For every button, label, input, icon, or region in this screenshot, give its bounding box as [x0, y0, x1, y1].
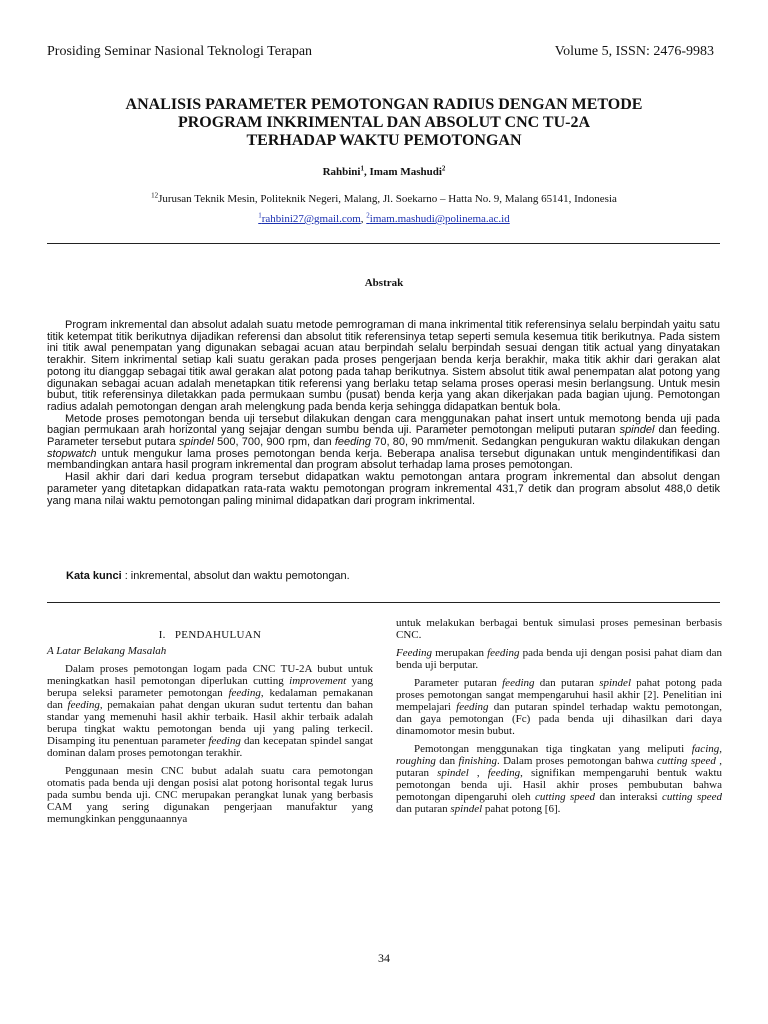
- abstract-text: 500, 700, 900 rpm, dan: [213, 436, 335, 449]
- body-italic: feeding: [502, 677, 535, 689]
- body-text: ,: [468, 767, 488, 779]
- abstract-paragraph-3: Hasil akhir dari dari kedua program tersebut didapatkan waktu pemotongan antara program inkremental dan absolut dengan parameter yang ditetapkan didapatkan rata-rata waktu pemotongan program inkremental 431,7 detik dan program absolut 488,0 detik yang mana nilai waktu pemotongan paling minimal didapatkan dari program inkrimental.: [47, 471, 720, 507]
- divider-top: [47, 243, 720, 244]
- keywords-text: : inkremental, absolut dan waktu pemotongan.: [121, 570, 350, 582]
- body-text: pahat potong pada proses pemotongan sangat mempengaruhui hasil akhir [2]. Penelitian ini mempelajari: [396, 677, 722, 713]
- email-1-sup: 1: [258, 211, 262, 220]
- body-text: Parameter putaran: [414, 677, 503, 689]
- body-text: dan putaran: [396, 803, 451, 815]
- abstract-italic: feeding: [334, 436, 371, 449]
- abstract-body: [47, 320, 720, 507]
- emails: [0, 213, 768, 225]
- body-italic: cutting speed: [662, 791, 722, 803]
- body-italic: improvement: [289, 675, 347, 687]
- author-2-sup: 2: [441, 164, 446, 173]
- body-italic: spindel: [599, 677, 631, 689]
- page-number: 34: [378, 951, 390, 965]
- body-text: yang berupa seleksi parameter pemotongan: [47, 675, 373, 699]
- running-header-left: Prosiding Seminar Nasional Teknologi Terapan: [47, 44, 313, 59]
- paper-title: [60, 96, 708, 150]
- email-1: rahbini27@gmail.com: [261, 213, 361, 225]
- section-heading: [47, 629, 373, 641]
- body-italic: spindel: [437, 767, 469, 779]
- body-text: Pemotongan menggunakan tiga tingkatan yang meliputi: [414, 743, 692, 755]
- body-italic: spindel: [450, 803, 483, 815]
- email-2: imam.mashudi@polinema.ac.id: [369, 213, 510, 225]
- body-italic: cutting speed: [656, 755, 716, 767]
- email-2-link[interactable]: [366, 213, 509, 225]
- body-italic: feeding: [208, 735, 241, 747]
- body-italic: feeding: [487, 767, 521, 779]
- body-text: pahat potong [6].: [482, 803, 561, 815]
- keywords-label: Kata kunci: [66, 570, 122, 582]
- body-text: pada benda uji dengan posisi pahat diam dan benda uji berputar.: [396, 647, 723, 671]
- abstract-italic: spindel: [179, 436, 214, 449]
- right-column: [396, 617, 722, 821]
- body-italic: Feeding: [396, 647, 433, 659]
- abstract-text: 70, 80, 90 mm/menit. Sedangkan pengukuran waktu dilakukan dengan: [370, 436, 720, 449]
- affiliation-sup: 12: [151, 191, 159, 200]
- subsection-heading: A Latar Belakang Masalah: [47, 645, 167, 657]
- body-paragraph-4: [396, 647, 722, 671]
- title-line-3: TERHADAP WAKTU PEMOTONGAN: [246, 132, 522, 149]
- running-header-right: Volume 5, ISSN: 2476-9983: [554, 44, 714, 59]
- section-number: I.: [158, 629, 166, 641]
- body-paragraph-5: [396, 677, 722, 737]
- email-sep: ,: [360, 213, 367, 225]
- body-paragraph-2: Penggunaan mesin CNC bubut adalah suatu cara pemotongan otomatis pada benda uji dengan posisi alat potong horisontal tegak lurus pada sumbu benda uji. CNC merupakan perangkat lunak yang berbasis CAM yang sering digunakan pengerjaan manufaktur yang memungkinkan penggunaannya: [47, 765, 373, 825]
- body-text: merupakan: [432, 647, 488, 659]
- affiliation-text: Jurusan Teknik Mesin, Politeknik Negeri, Malang, Jl. Soekarno – Hatta No. 9, Malang 65141, Indonesia: [158, 193, 617, 205]
- abstract-text: untuk mengukur lama proses pemotongan benda kerja. Beberapa analisa tersebut digunakan untuk mengindentifikasi dan membandingkan antara hasil program inkremental dan program absolut terhadap lama proses pemotongan.: [47, 447, 720, 472]
- body-italic: cutting speed: [535, 791, 596, 803]
- abstract-paragraph-2: [47, 414, 720, 473]
- body-text: Dalam proses pemotongan logam pada CNC TU-2A bubut untuk meningkatkan hasil pemotongan diperlukan cutting: [47, 663, 373, 687]
- body-text: dan putaran: [534, 677, 600, 689]
- abstract-italic: stopwatch: [47, 447, 97, 460]
- abstract-paragraph-1: Program inkremental dan absolut adalah suatu metode pemrograman di mana inkrimental titik referensinya selalu berpindah yaitu satu titik ketempat titik berikutnya dijadikan referensi dan absolut titik referensinya tetap seperti semula kesemua titik berikutnya. Pada sistem ini titik awal penempatan yang digunakan sebagai acuan atau berpindah selalu berpindah sesuai dengan titik actual yang dinyatakan terakhir. Sitem inkrimental setiap kali suatu gerakan pada proses pengerjaan benda kerja berakhir, maka titik akhir dari gerakan alat potong itu dianggap sebagai titik awal gerakan alat potong pada tahap berikutnya. Sistem absolut titik awal penempatan alat potong yang digunakan sebagai acuan adalah menetapkan titik referensi yang berlaku tetap selama proses operasi mesin berlangsung. Untuk mesin bubut, titik referensinya diletakkan pada permukaan sumbu (pusat) benda kerja yang akan dikerjakan pada bagian ujung. Pemotongan radius adalah pemotongan dengan arah melengkung pada benda kerja sehingga didapatkan bentuk bola.: [47, 319, 720, 413]
- body-text: , putaran: [396, 755, 722, 779]
- body-text: , signifikan mempengaruhi bentuk waktu pemotongan benda uji. Hasil akhir proses pembubutan bahwa pemotongan dipengaruhi oleh: [396, 767, 722, 803]
- body-paragraph-1: [47, 663, 373, 759]
- abstract-heading: Abstrak: [364, 277, 404, 289]
- body-text: . Dalam proses pemotongan bahwa: [497, 755, 657, 767]
- body-italic: feeding: [67, 699, 100, 711]
- author-1-sup: 1: [360, 164, 364, 173]
- body-italic: finishing: [458, 755, 498, 767]
- abstract-text: Metode proses pemotongan benda uji tersebut dilakukan dengan cara menggunakan pahat insert untuk memotong benda uji pada bagian permukaan arah horizontal yang sejajar dengan sumbu benda uji. Parameter pemotongan meliputi putaran: [47, 412, 720, 437]
- body-paragraph-6: [396, 743, 722, 815]
- email-1-link[interactable]: [258, 213, 361, 225]
- left-column: [47, 629, 373, 831]
- body-text: dan interaksi: [595, 791, 662, 803]
- email-2-sup: 2: [366, 211, 370, 220]
- body-text: , kedalaman pemakanan dan: [47, 687, 373, 711]
- author-1: Rahbini: [322, 166, 361, 178]
- title-line-2: PROGRAM INKRIMENTAL DAN ABSOLUT CNC TU-2A: [177, 114, 591, 131]
- body-text: dan: [435, 755, 459, 767]
- body-text: dan kecepatan spindel sangat dominan dalam proses pemotongan terakhir.: [47, 735, 373, 759]
- body-italic: feeding: [487, 647, 520, 659]
- author-2: Imam Mashudi: [369, 166, 442, 178]
- body-text: dan putaran spindel terhadap waktu pemotongan, dan gaya pemotongan (Fc) pada benda uji dihasilkan dari daya dinamomotor mesin bubut.: [396, 701, 722, 737]
- body-paragraph-3: untuk melakukan berbagai bentuk simulasi proses pemesinan berbasis CNC.: [396, 617, 722, 641]
- body-text: , pemakaian pahat dengan ukuran sudut tertentu dan bahan standar yang memenuhi hasil akhir terbaik. Hasil akhir terbaik adalah berupa tingkat waktu pemotongan benda uji yang paling terkecil. Disamping itu penentuan parameter: [47, 699, 373, 747]
- section-title-rest: ENDAHULUAN: [181, 629, 262, 641]
- abstract-text: dan feeding. Parameter tersebut putara: [47, 424, 720, 449]
- divider-bottom: [47, 602, 720, 603]
- affiliation: [0, 193, 768, 205]
- section-title-initial: P: [174, 629, 182, 641]
- authors: [0, 166, 768, 178]
- body-italic: facing, roughing: [396, 743, 722, 767]
- keywords: [66, 570, 350, 582]
- title-line-1: ANALISIS PARAMETER PEMOTONGAN RADIUS DENGAN METODE: [125, 96, 643, 113]
- abstract-italic: spindel: [619, 424, 655, 437]
- body-italic: feeding: [228, 687, 261, 699]
- body-italic: feeding: [456, 701, 489, 713]
- author-sep: ,: [363, 166, 370, 178]
